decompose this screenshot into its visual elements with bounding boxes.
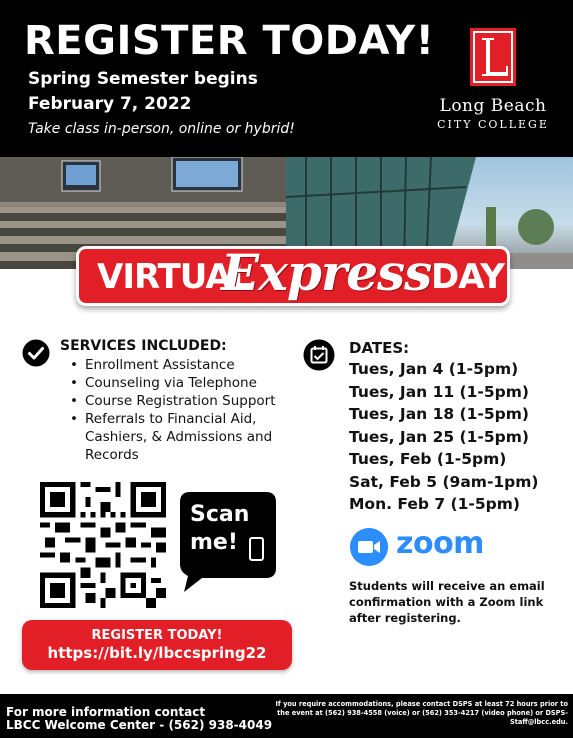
lbcc-logo [428, 24, 558, 134]
list-item: Tues, Jan 25 (1-5pm) [349, 427, 529, 446]
footer [0, 694, 573, 738]
virtual-express-day-banner [76, 243, 510, 306]
contact-text: For more information contact [6, 705, 206, 719]
list-item: Tues, Jan 18 (1-5pm) [349, 405, 529, 423]
banner-virtual-text: VIRTUAL [97, 257, 252, 297]
tagline: Take class in-person, online or hybrid! [28, 121, 295, 137]
scan-line1: Scan [190, 502, 250, 527]
services-list [70, 356, 295, 464]
header [0, 0, 573, 157]
list-item: Sat, Feb 5 (9am-1pm) [349, 472, 539, 491]
list-item: • Enrollment Assistance [70, 356, 295, 374]
logo-name-line2: CITY COLLEGE [437, 118, 549, 131]
qr-code[interactable] [40, 482, 166, 608]
zoom-camera-icon [350, 528, 388, 566]
logo-name-line1: Long Beach [439, 96, 547, 116]
semester-begins-text: Spring Semester begins [28, 69, 258, 89]
list-item: Tues, Jan 11 (1-5pm) [349, 382, 529, 401]
calendar-check-icon [303, 339, 335, 371]
lbcc-l-logo-icon [468, 26, 518, 88]
checkmark-circle-icon [22, 339, 50, 367]
list-item: Mon. Feb 7 (1-5pm) [349, 495, 520, 513]
semester-date-text: February 7, 2022 [28, 94, 192, 114]
page-title: REGISTER TODAY! [24, 18, 435, 64]
scan-me-text [190, 501, 249, 557]
dates-list [349, 358, 539, 516]
zoom-note: Students will receive an email confirmation with a Zoom link after registering. [349, 579, 545, 625]
scan-line2: me! [190, 530, 238, 555]
list-item: • Counseling via Telephone [70, 374, 295, 392]
welcome-center-phone: LBCC Welcome Center - (562) 938-4049 [6, 718, 273, 732]
list-item: Tues, Feb (1-5pm) [349, 450, 507, 468]
list-item: • Referrals to Financial Aid, Cashiers, & Admissions and Records [70, 410, 295, 464]
zoom-wordmark: zoom [396, 526, 484, 561]
banner-day-text: DAY [431, 257, 504, 297]
list-item: • Course Registration Support [70, 392, 295, 410]
register-button-label: REGISTER TODAY! [91, 628, 223, 643]
list-item: Tues, Jan 4 (1-5pm) [349, 360, 519, 378]
register-link[interactable]: https://bit.ly/lbccspring22 [47, 644, 267, 662]
zoom-logo [350, 528, 500, 568]
register-today-button[interactable] [22, 620, 292, 670]
services-title: SERVICES INCLUDED: [60, 338, 227, 354]
accommodations-note: If you require accommodations, please contact DSPS at least 72 hours prior to the event at (562) 938-4558 (voice) or (562) 353-4217 (video phone) or DSPS-Staff@lbcc.edu. [275, 700, 568, 726]
dates-title: DATES: [349, 339, 410, 357]
banner-express-text: Express [221, 243, 432, 302]
